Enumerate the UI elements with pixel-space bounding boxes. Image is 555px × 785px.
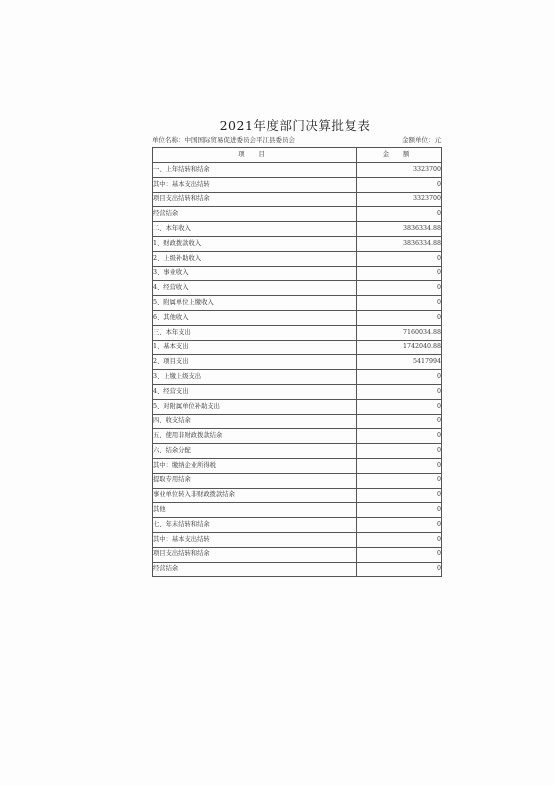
- table-row: [153, 488, 442, 503]
- table-row: [153, 562, 442, 577]
- table-row: [153, 163, 442, 178]
- row-label: 五、使用非财政拨款结余: [153, 429, 357, 444]
- table-row: [153, 370, 442, 385]
- row-amount: 0: [357, 251, 442, 266]
- table-body: [153, 163, 442, 577]
- row-amount: 0: [357, 177, 442, 192]
- row-label: 2、项目支出: [153, 355, 357, 370]
- row-label: 事业单位转入非财政拨款结余: [153, 488, 357, 503]
- table-row: [153, 503, 442, 518]
- currency-unit: [402, 135, 441, 144]
- row-label: 二、本年收入: [153, 222, 357, 237]
- row-amount: 0: [357, 518, 442, 533]
- row-amount: 0: [357, 207, 442, 222]
- table-row: [153, 399, 442, 414]
- row-label: 其中：基本支出结转: [153, 177, 357, 192]
- row-amount: 0: [357, 532, 442, 547]
- row-amount: 0: [357, 370, 442, 385]
- table-row: [153, 251, 442, 266]
- row-label: 六、结余分配: [153, 444, 357, 459]
- row-amount: 7160034.88: [357, 325, 442, 340]
- currency-unit-value: 元: [434, 136, 441, 144]
- table-row: [153, 236, 442, 251]
- table-row: [153, 207, 442, 222]
- table-row: [153, 429, 442, 444]
- row-amount: 0: [357, 266, 442, 281]
- approval-table: [152, 147, 442, 577]
- row-label: 四、收支结余: [153, 414, 357, 429]
- row-amount: 0: [357, 384, 442, 399]
- item-column-header: 项 目: [153, 148, 357, 163]
- table-row: [153, 266, 442, 281]
- table-row: [153, 355, 442, 370]
- table-row: [153, 310, 442, 325]
- row-amount: 0: [357, 310, 442, 325]
- currency-unit-label: 金额单位：: [402, 136, 435, 144]
- row-label: 其中：缴纳企业所得税: [153, 458, 357, 473]
- table-row: [153, 458, 442, 473]
- table-row: [153, 414, 442, 429]
- row-label: 2、上级补助收入: [153, 251, 357, 266]
- row-amount: 3836334.88: [357, 222, 442, 237]
- row-label: 一、上年结转和结余: [153, 163, 357, 178]
- row-amount: 0: [357, 399, 442, 414]
- table-row: [153, 518, 442, 533]
- row-amount: 5417994: [357, 355, 442, 370]
- row-amount: 1742040.88: [357, 340, 442, 355]
- row-amount: 0: [357, 414, 442, 429]
- row-label: 三、本年支出: [153, 325, 357, 340]
- row-label: 其中：基本支出结转: [153, 532, 357, 547]
- row-label: 5、对附属单位补助支出: [153, 399, 357, 414]
- row-amount: 0: [357, 547, 442, 562]
- table-row: [153, 473, 442, 488]
- table-row: [153, 325, 442, 340]
- table-row: [153, 547, 442, 562]
- meta-row: [152, 135, 441, 147]
- table-row: [153, 296, 442, 311]
- row-label: 4、经营支出: [153, 384, 357, 399]
- table-row: [153, 281, 442, 296]
- row-amount: 3836334.88: [357, 236, 442, 251]
- table-row: [153, 340, 442, 355]
- table-row: [153, 177, 442, 192]
- row-amount: 3323700: [357, 163, 442, 178]
- row-amount: 0: [357, 444, 442, 459]
- row-label: 七、年末结转和结余: [153, 518, 357, 533]
- row-label: 4、经营收入: [153, 281, 357, 296]
- row-amount: 0: [357, 429, 442, 444]
- row-amount: 3323700: [357, 192, 442, 207]
- row-amount: 0: [357, 503, 442, 518]
- row-label: 项目支出结转和结余: [153, 192, 357, 207]
- table-row: [153, 384, 442, 399]
- row-label: 3、上缴上级支出: [153, 370, 357, 385]
- table-row: [153, 222, 442, 237]
- row-amount: 0: [357, 281, 442, 296]
- row-amount: 0: [357, 473, 442, 488]
- page-title: 2021年度部门决算批复表: [219, 118, 371, 133]
- row-label: 经营结余: [153, 562, 357, 577]
- row-amount: 0: [357, 488, 442, 503]
- table-row: [153, 444, 442, 459]
- row-label: 6、其他收入: [153, 310, 357, 325]
- table-row: [153, 532, 442, 547]
- row-amount: 0: [357, 458, 442, 473]
- row-amount: 0: [357, 562, 442, 577]
- row-label: 1、基本支出: [153, 340, 357, 355]
- row-label: 项目支出结转和结余: [153, 547, 357, 562]
- row-label: 3、事业收入: [153, 266, 357, 281]
- row-amount: 0: [357, 296, 442, 311]
- unit-name-label: 单位名称：中国国际贸易促进委员会平江县委员会: [152, 136, 295, 144]
- row-label: 其他: [153, 503, 357, 518]
- table-header-row: [153, 148, 442, 163]
- amount-column-header: 金 额: [357, 148, 442, 163]
- row-label: 提取专用结余: [153, 473, 357, 488]
- row-label: 1、财政拨款收入: [153, 236, 357, 251]
- table-row: [153, 192, 442, 207]
- row-label: 经营结余: [153, 207, 357, 222]
- row-label: 5、附属单位上缴收入: [153, 296, 357, 311]
